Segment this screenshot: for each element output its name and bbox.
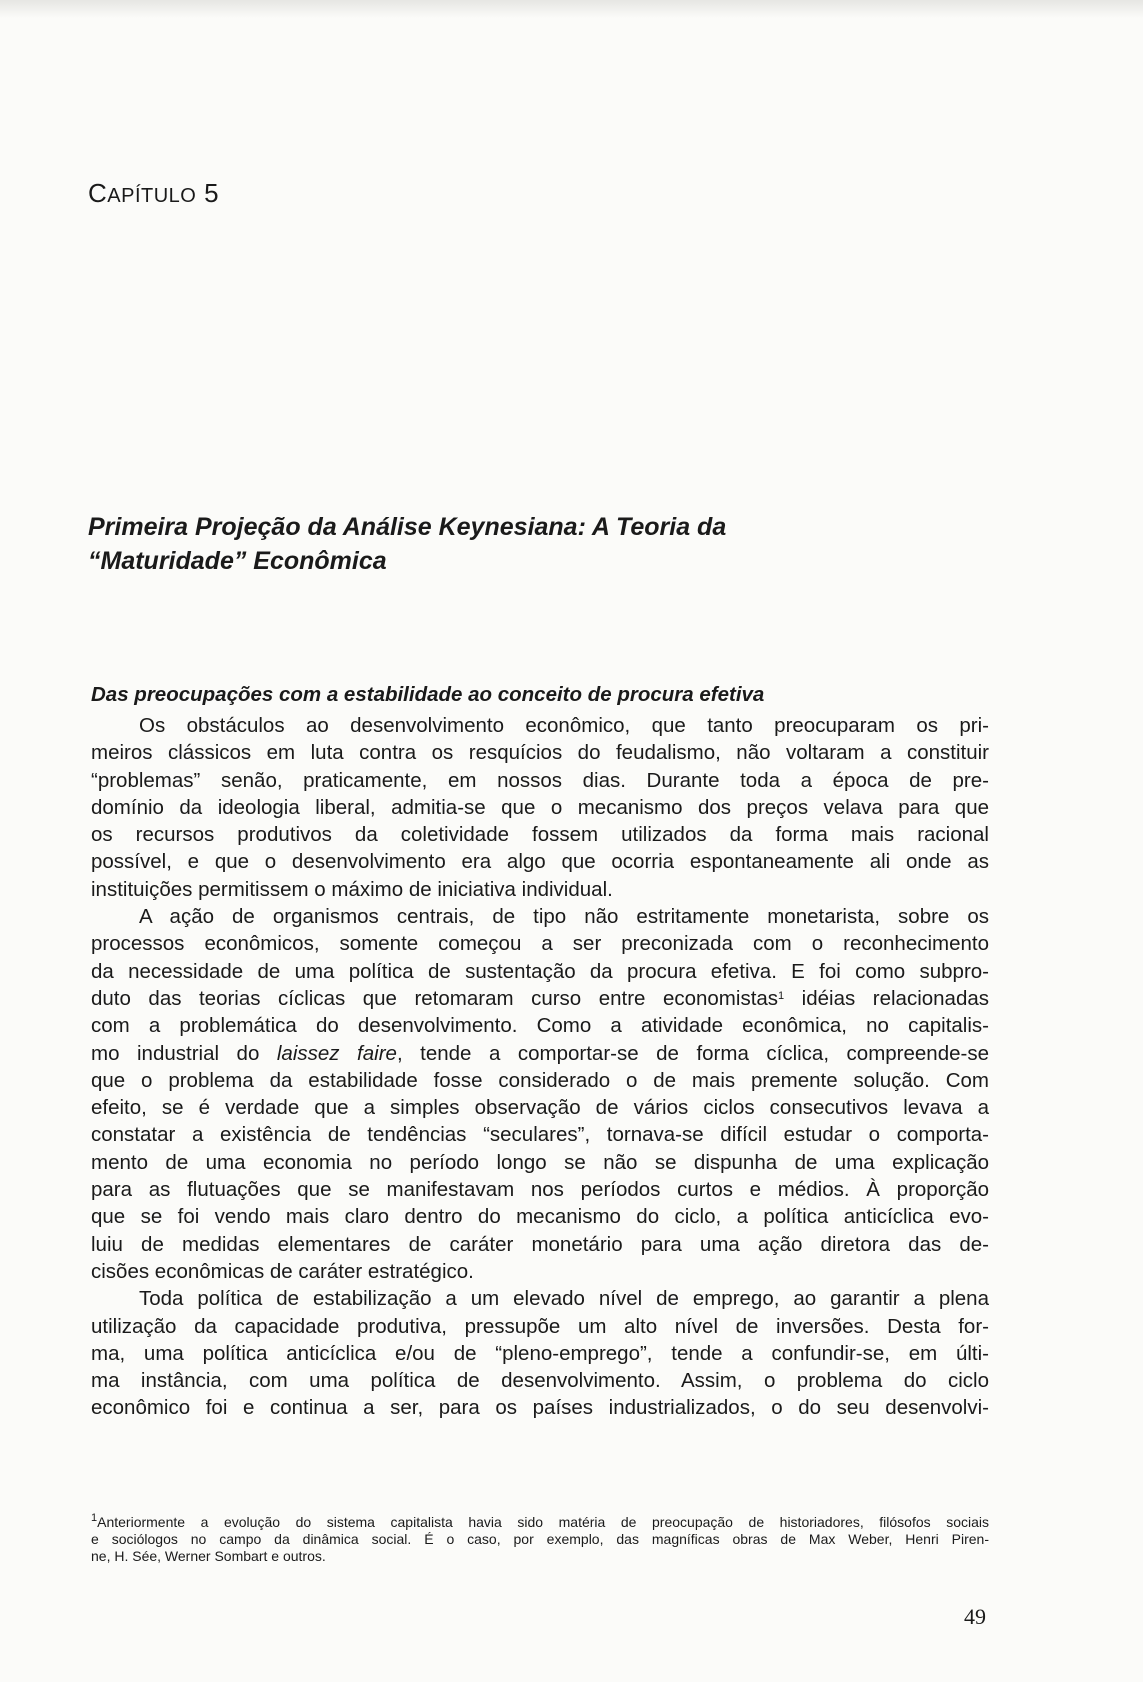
text-line: instituições permitissem o máximo de iniciativa individual.	[91, 877, 613, 901]
scan-edge	[0, 0, 1143, 18]
paragraph-3	[91, 1285, 989, 1421]
text-line: os recursos produtivos da coletividade fossem utilizados da forma mais racional	[91, 823, 989, 847]
text-line: processos econômicos, somente começou a ser preconizada com o reconhecimento	[91, 932, 989, 956]
text-line: domínio da ideologia liberal, admitia-se que o mecanismo dos preços velava para que	[91, 795, 989, 819]
text-segment: duto das teorias cíclicas que retomaram curso entre economistas	[91, 986, 779, 1010]
chapter-cap: C	[88, 178, 108, 208]
section-heading: Das preocupações com a estabilidade ao conceito de procura efetiva	[91, 683, 765, 706]
body-text	[91, 712, 989, 1422]
text-line: com a problemática do desenvolvimento. Como a atividade econômica, no capitalis-	[91, 1014, 989, 1038]
footnote-marker: 1	[91, 1512, 98, 1524]
footnote	[91, 1514, 989, 1565]
footnote-line	[91, 1514, 989, 1531]
text-line: utilização da capacidade produtiva, pressupõe um alto nível de inversões. Desta for-	[91, 1314, 989, 1338]
footnote-line: ne, H. Sée, Werner Sombart e outros.	[91, 1548, 326, 1564]
footnote-ref[interactable]: 1	[778, 989, 785, 1002]
text-line: ma, uma política anticíclica e/ou de “pleno-emprego”, tende a confundir-se, em últi-	[91, 1341, 989, 1365]
text-line: mento de uma economia no período longo se não se dispunha de uma explicação	[91, 1150, 989, 1174]
text-segment: mo industrial do	[91, 1041, 260, 1065]
text-line: meiros clássicos em luta contra os resquícios do feudalismo, não voltaram a constituir	[91, 741, 989, 765]
text-segment: , tende a comportar-se de forma cíclica, compreende-se	[396, 1041, 989, 1065]
text-line: possível, e que o desenvolvimento era algo que ocorria espontaneamente ali onde as	[91, 850, 989, 874]
text-line: cisões econômicas de caráter estratégico.	[91, 1259, 474, 1283]
text-line: efeito, se é verdade que a simples observação de vários ciclos consecutivos levava a	[91, 1096, 989, 1120]
text-line: “problemas” senão, praticamente, em nossos dias. Durante toda a época de pre-	[91, 768, 989, 792]
paragraph-1	[91, 712, 989, 903]
text-line: Toda política de estabilização a um elevado nível de emprego, ao garantir a plena	[139, 1287, 989, 1311]
text-line: que o problema da estabilidade fosse considerado o de mais premente solução. Com	[91, 1068, 989, 1092]
text-line: ma instância, com uma política de desenvolvimento. Assim, o problema do ciclo	[91, 1369, 989, 1393]
text-line: A ação de organismos centrais, de tipo não estritamente monetarista, sobre os	[139, 905, 989, 929]
chapter-title-line-1: Primeira Projeção da Análise Keynesiana: A Teoria da	[88, 513, 727, 541]
text-segment: idéias relacionadas	[784, 986, 990, 1010]
text-line-with-italic	[91, 1040, 989, 1067]
text-line: Os obstáculos ao desenvolvimento econômico, que tanto preocuparam os pri-	[139, 714, 989, 737]
italic-term: laissez faire	[276, 1041, 397, 1065]
text-line: constatar a existência de tendências “seculares”, tornava-se difícil estudar o comporta-	[91, 1123, 989, 1147]
chapter-label	[88, 180, 219, 206]
text-line: luiu de medidas elementares de caráter monetário para uma ação diretora das de-	[91, 1232, 989, 1256]
text-line: econômico foi e continua a ser, para os países industrializados, o do seu desenvolvi-	[91, 1396, 989, 1420]
paragraph-2	[91, 903, 989, 1285]
chapter-number: 5	[204, 178, 220, 208]
text-line: da necessidade de uma política de sustentação da procura efetiva. E foi como subpro-	[91, 959, 989, 983]
footnote-line: e sociólogos no campo da dinâmica social. É o caso, por exemplo, das magníficas obras de Max Weber, Henri Piren-	[91, 1531, 989, 1547]
text-line-with-footnote-ref	[91, 985, 989, 1012]
chapter-word: APÍTULO	[107, 185, 197, 207]
chapter-title-line-2: “Maturidade” Econômica	[88, 547, 387, 575]
text-line: para as flutuações que se manifestavam nos períodos curtos e médios. À proporção	[91, 1178, 989, 1202]
chapter-title	[88, 510, 988, 578]
text-line: que se foi vendo mais claro dentro do mecanismo do ciclo, a política anticíclica evo-	[91, 1205, 989, 1229]
page-number: 49	[964, 1604, 986, 1629]
footnote-text: Anteriormente a evolução do sistema capitalista havia sido matéria de preocupação de historiadores, filósofos sociais	[97, 1514, 989, 1530]
